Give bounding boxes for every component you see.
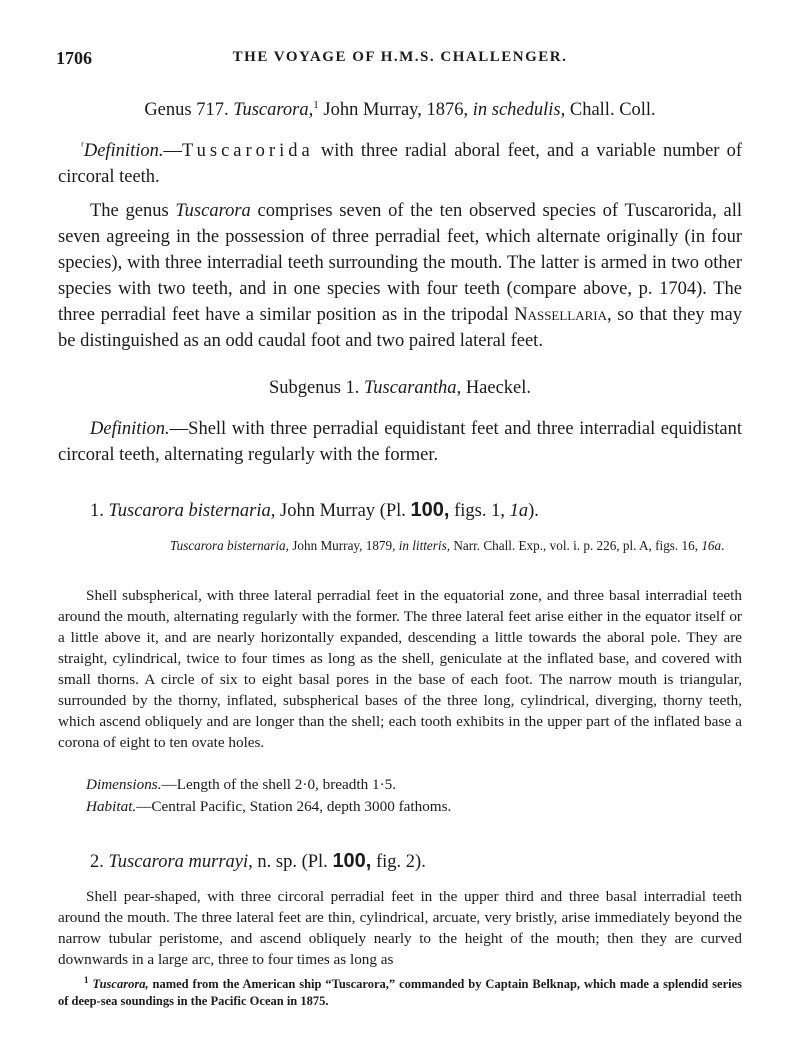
genus-prefix: Genus 717. [144,100,229,121]
page-number: 1706 [56,48,92,68]
genus-definition: $^ʳ$Definition.—Tuscarorida with three radial aboral feet, and a variable number of circoral teeth. [58,138,743,187]
species-1-description: Shell subspherical, with three lateral perradial feet in the equatorial zone, and three basal interradial teeth around the mouth, alternating regularly with the former. The three lateral feet arise either in the equator itself or a little above it, and are nearly horizontally expanded, descending a little towards the aboral pole. They are straight, cylindrical, twice to four times as long as the shell, geniculate at the inflated base, and covered with small thorns. A circle of six to eight basal pores in the base of each foot. The narrow mouth is triangular, surrounded by the thorny, inflated, subspherical bases of the three long, cylindrical, diverging, thorny teeth, which ascend obliquely and are longer than the shell; each tooth exhibits in the upper part of the inflated base a corona of eight to ten ovate holes. [58,587,742,751]
footnote-ref: 1 [313,99,319,111]
species-1-habitat: Habitat.—Central Pacific, Station 264, depth 3000 fathoms. [86,798,452,815]
genus-heading [60,92,740,123]
margin-mark: ʳ [81,138,84,153]
species-1-name: Tuscarora bisternaria, [108,501,276,521]
footnote: $^1$ Tuscarora, named from the American ship “Tuscarora,” commanded by Captain Belknap, which made a splendid series of deep-sea soundings in the Pacific Ocean in 1875. [58,975,743,1009]
species-1-citation: Tuscarora bisternaria, John Murray, 1879, in litteris, Narr. Chall. Exp., vol. i. p. 226, pl. A, figs. 16, 16a. [170,538,725,553]
genus-definition-label: Definition. [83,141,164,161]
genus-paragraph: The genus Tuscarora comprises seven of the ten observed species of Tuscarorida, all seven agreeing in the possession of three perradial feet, which alternate originally (in four species), with three interradial teeth surrounding the mouth. The latter is armed in two other species with two teeth, and in one species with four teeth (compare above, p. 1704). The three perradial feet have a similar position as in the tripodal Nassellaria, so that they may be distinguished as an odd caudal foot and two paired lateral feet. [58,201,742,351]
species-1-heading: 1. Tuscarora bisternaria, John Murray (Pl. 100, figs. 1, 1a). [90,499,539,521]
species-2-description: Shell pear-shaped, with three circoral perradial feet in the upper third and three basal interradial teeth around the mouth. The three lateral feet are thin, cylindrical, arcuate, very bristly, arise immediately beyond the narrow tubular peristome, and ascend obliquely nearly to the height of the mouth; then they are curved downwards in a large arc, three to four times as long as [58,888,742,968]
page-header [56,48,744,72]
genus-source: Chall. Coll. [569,100,656,121]
tuscarorida-term: Tuscarorida [181,141,314,161]
nassellaria-term: Nassellaria, [514,305,612,325]
subgenus-heading: Subgenus 1. Tuscarantha, Haeckel. [268,378,532,398]
species-1-dimensions: Dimensions.—Length of the shell 2·0, breadth 1·5. [86,776,397,793]
plate-number: 100, [332,850,372,872]
subgenus-definition: Definition.—Shell with three perradial equidistant feet and three interradial equidistant circoral teeth, alternating regularly with the former. [58,419,742,465]
genus-name: Tuscarora, [233,100,314,121]
species-2-heading: 2. Tuscarora murrayi, n. sp. (Pl. 100, fig. 2). [90,850,426,872]
running-title: THE VOYAGE OF H.M.S. CHALLENGER. [232,49,568,65]
genus-definition-text: with three radial aboral feet, and a variable number of circoral teeth. [58,141,743,187]
subgenus-name: Tuscarantha, [364,378,462,398]
species-2-name: Tuscarora murrayi, [108,852,253,872]
subgenus-definition-label: Definition. [90,419,170,439]
plate-number: 100, [410,499,450,521]
genus-author: John Murray, 1876, [323,100,469,121]
genus-in-schedulis: in schedulis, [472,100,566,121]
